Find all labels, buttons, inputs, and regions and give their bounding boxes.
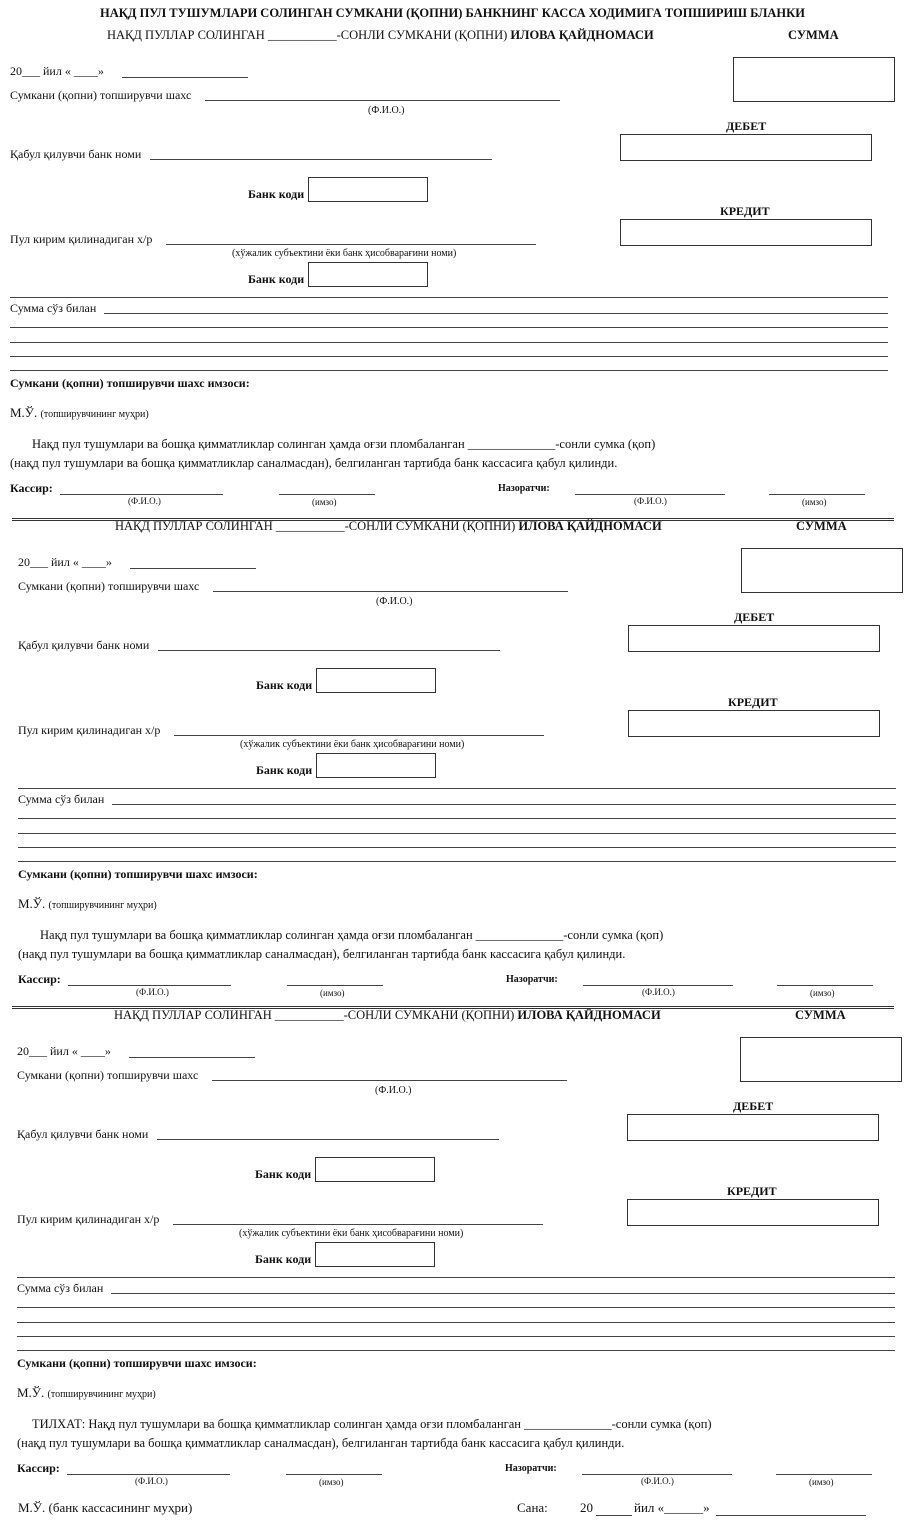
receipt-line-1: Нақд пул тушумлари ва бошқа қимматликлар солинган ҳамда оғзи пломбаланган ______________-сонли сумка (қоп): [40, 928, 664, 942]
credit-label: КРЕДИТ: [728, 695, 778, 709]
receipt-line-2: (нақд пул тушумлари ва бошқа қимматликлар саналмасдан), белгиланган тартибда банк кассасига қабул қилинди.: [10, 456, 618, 470]
bank-code-label: Банк коди: [255, 1167, 312, 1181]
cashier-fio-caption: (Ф.И.О.): [128, 496, 161, 506]
handover-label: Сумкани (қопни) топширувчи шахс: [18, 579, 200, 593]
fio-caption: (Ф.И.О.): [368, 105, 405, 116]
fio-caption: (Ф.И.О.): [375, 1085, 412, 1096]
account-label: Пул кирим қилинадиган х/р: [17, 1212, 160, 1226]
fio-caption: (Ф.И.О.): [376, 596, 413, 607]
handover-name-line[interactable]: [205, 100, 560, 101]
handover-label: Сумкани (қопни) топширувчи шахс: [17, 1068, 199, 1082]
controller-name-line[interactable]: [582, 1474, 732, 1475]
debit-label: ДЕБЕТ: [734, 610, 775, 624]
controller-fio-caption: (Ф.И.О.): [642, 987, 675, 997]
cashier-label: Кассир: [10, 481, 49, 495]
sum-words-label: Сумма сўз билан: [10, 301, 97, 315]
date-line: 20___ йил « ____»: [18, 555, 112, 569]
sum-words-line-0[interactable]: [18, 788, 896, 789]
sum-words-line-3[interactable]: [10, 342, 888, 343]
section-subtitle: НАҚД ПУЛЛАР СОЛИНГАН ___________-СОНЛИ СУМКАНИ (ҚОПНИ): [107, 28, 508, 42]
cashier-name-line[interactable]: [67, 1474, 230, 1475]
receipt-prefix: ТИЛХАТ:: [32, 1417, 86, 1431]
debit-box[interactable]: [620, 134, 872, 161]
bank-code-box-2[interactable]: [308, 262, 428, 287]
section-subtitle: НАҚД ПУЛЛАР СОЛИНГАН ___________-СОНЛИ СУМКАНИ (ҚОПНИ): [114, 1008, 515, 1022]
controller-label: Назоратчи: [498, 483, 547, 494]
signature-label: Сумкани (қопни) топширувчи шахс имзоси:: [18, 867, 258, 881]
controller-signature-caption: (имзо): [810, 988, 835, 998]
sum-words-line-3[interactable]: [18, 833, 896, 834]
cashier-label: Кассир: [18, 972, 57, 986]
sum-words-line-2[interactable]: [17, 1307, 895, 1308]
cashier-fio-caption: (Ф.И.О.): [136, 987, 169, 997]
summa-label: СУММА: [788, 28, 839, 42]
bank-code-label: Банк коди: [248, 187, 305, 201]
summa-label: СУММА: [795, 1008, 846, 1022]
receiving-bank-label: Қабул қилувчи банк номи: [10, 147, 142, 161]
sum-words-line-5[interactable]: [17, 1350, 895, 1351]
date-fill-line[interactable]: [130, 568, 256, 569]
account-caption: (хўжалик субъектини ёки банк ҳисобварағини номи): [232, 248, 457, 259]
date-line: 20___ йил « ____»: [17, 1044, 111, 1058]
bank-code-box[interactable]: [308, 177, 428, 202]
section-subtitle-suffix: ИЛОВА ҚАЙДНОМАСИ: [517, 1008, 661, 1022]
sum-words-label: Сумма сўз билан: [18, 792, 105, 806]
account-line[interactable]: [174, 735, 544, 736]
section-subtitle-suffix: ИЛОВА ҚАЙДНОМАСИ: [518, 519, 662, 533]
handover-label: Сумкани (қопни) топширувчи шахс: [10, 88, 192, 102]
cashier-fio-caption: (Ф.И.О.): [135, 1476, 168, 1486]
controller-label: Назоратчи: [506, 974, 555, 985]
account-caption: (хўжалик субъектини ёки банк ҳисобварағини номи): [239, 1228, 464, 1239]
receipt-line-1: Нақд пул тушумлари ва бошқа қимматликлар солинган ҳамда оғзи пломбаланган ______________-сонли сумка (қоп): [88, 1417, 712, 1431]
form-section: НАҚД ПУЛЛАР СОЛИНГАН ___________-СОНЛИ СУМКАНИ (ҚОПНИ) ИЛОВА ҚАЙДНОМАСИ СУММА 20___ йил « ____» Сумкани (қопни) топширувчи шахс (Ф.И.О.) ДЕБЕТ Қабул қилувчи банк номи Банк коди КРЕДИТ Пул кирим қилинадиган х/р (хўжалик субъектини ёки банк ҳисобварағини номи) Банк коди Сумма сўз билан Сумкани (қопни) топширувчи шахс имзоси: М.Ў. (топширувчининг муҳри) Нақд пул тушумлари ва бошқа қимматликлар солинган ҳамда оғзи пломбаланган ______________-сонли сумка (қоп) (нақд пул тушумлари ва бошқа қимматликлар саналмасдан), белгиланган тартибда банк кассасига қабул қилинди. Кассир: (Ф.И.О.) (имзо) Назоратчи: (Ф.И.О.) (имзо): [0, 0, 905, 490]
sum-words-line-1[interactable]: [104, 313, 888, 314]
section-subtitle-suffix: ИЛОВА ҚАЙДНОМАСИ: [510, 28, 654, 42]
stamp-caption: (топширувчининг муҳри): [40, 409, 149, 420]
form-section: НАҚД ПУЛЛАР СОЛИНГАН ___________-СОНЛИ СУМКАНИ (ҚОПНИ) ИЛОВА ҚАЙДНОМАСИ СУММА 20___ йил « ____» Сумкани (қопни) топширувчи шахс (Ф.И.О.) ДЕБЕТ Қабул қилувчи банк номи Банк коди КРЕДИТ Пул кирим қилинадиган х/р (хўжалик субъектини ёки банк ҳисобварағини номи) Банк коди Сумма сўз билан Сумкани (қопни) топширувчи шахс имзоси: М.Ў. (топширувчининг муҳри) ТИЛХАТ: Нақд пул тушумлари ва бошқа қимматликлар солинган ҳамда оғзи пломбаланган ______________-сонли сумка (қоп) (нақд пул тушумлари ва бошқа қимматликлар саналмасдан), белгиланган тартибда банк кассасига қабул қилинди. Кассир: (Ф.И.О.) (имзо) Назоратчи: (Ф.И.О.) (имзо): [7, 980, 905, 1470]
section-subtitle: НАҚД ПУЛЛАР СОЛИНГАН ___________-СОНЛИ СУМКАНИ (ҚОПНИ): [115, 519, 516, 533]
cashier-label: Кассир: [17, 1461, 56, 1475]
sum-words-line-2[interactable]: [18, 818, 896, 819]
account-line[interactable]: [173, 1224, 543, 1225]
receipt-line-1: Нақд пул тушумлари ва бошқа қимматликлар солинган ҳамда оғзи пломбаланган ______________-сонли сумка (қоп): [32, 437, 656, 451]
date-fill-line[interactable]: [129, 1057, 255, 1058]
receiving-bank-line[interactable]: [157, 1139, 499, 1140]
stamp-caption: (топширувчининг муҳри): [48, 900, 157, 911]
bank-stamp-label: М.Ў. (банк кассасининг муҳри): [18, 1500, 193, 1515]
account-line[interactable]: [166, 244, 536, 245]
handover-name-line[interactable]: [213, 591, 568, 592]
stamp-caption: (топширувчининг муҳри): [47, 1389, 156, 1400]
credit-box[interactable]: [620, 219, 872, 246]
debit-box[interactable]: [627, 1114, 879, 1141]
controller-label: Назоратчи: [505, 1463, 554, 1474]
credit-label: КРЕДИТ: [727, 1184, 777, 1198]
debit-label: ДЕБЕТ: [726, 119, 767, 133]
sum-words-line-4[interactable]: [18, 847, 896, 848]
handover-name-line[interactable]: [212, 1080, 567, 1081]
stamp-label: М.Ў.: [10, 405, 38, 420]
sum-words-line-3[interactable]: [17, 1322, 895, 1323]
sum-words-line-1[interactable]: [111, 1293, 895, 1294]
sum-words-line-4[interactable]: [10, 356, 888, 357]
controller-signature-line[interactable]: [776, 1474, 872, 1475]
sum-words-line-2[interactable]: [10, 327, 888, 328]
sum-words-line-5[interactable]: [18, 861, 896, 862]
sum-words-line-0[interactable]: [10, 297, 888, 298]
signature-label: Сумкани (қопни) топширувчи шахс имзоси:: [17, 1356, 257, 1370]
cashier-signature-line[interactable]: [286, 1474, 382, 1475]
stamp-label: М.Ў.: [17, 1385, 45, 1400]
controller-fio-caption: (Ф.И.О.): [641, 1476, 674, 1486]
receiving-bank-label: Қабул қилувчи банк номи: [17, 1127, 149, 1141]
receiving-bank-label: Қабул қилувчи банк номи: [18, 638, 150, 652]
cashier-signature-caption: (имзо): [312, 497, 337, 507]
bank-code-box[interactable]: [315, 1157, 435, 1182]
credit-box[interactable]: [628, 710, 880, 737]
cashier-signature-caption: (имзо): [320, 988, 345, 998]
debit-box[interactable]: [628, 625, 880, 652]
summa-box[interactable]: [740, 1037, 902, 1082]
bank-code-label-2: Банк коди: [248, 272, 305, 286]
stamp-label: М.Ў.: [18, 896, 46, 911]
date-suffix: йил «______»: [634, 1500, 710, 1515]
account-label: Пул кирим қилинадиган х/р: [18, 723, 161, 737]
controller-signature-caption: (имзо): [802, 497, 827, 507]
date-year: 20: [580, 1500, 593, 1515]
bank-code-box-2[interactable]: [316, 753, 436, 778]
date-month-line[interactable]: [716, 1515, 866, 1516]
receiving-bank-line[interactable]: [158, 650, 500, 651]
sum-words-line-5[interactable]: [10, 370, 888, 371]
sum-words-line-0[interactable]: [17, 1277, 895, 1278]
debit-label: ДЕБЕТ: [733, 1099, 774, 1113]
section-divider: [12, 1006, 894, 1009]
summa-box[interactable]: [733, 57, 895, 102]
credit-label: КРЕДИТ: [720, 204, 770, 218]
bank-code-box-2[interactable]: [315, 1242, 435, 1267]
controller-signature-caption: (имзо): [809, 1477, 834, 1487]
credit-box[interactable]: [627, 1199, 879, 1226]
cashier-signature-caption: (имзо): [319, 1477, 344, 1487]
date-line: 20___ йил « ____»: [10, 64, 104, 78]
account-label: Пул кирим қилинадиган х/р: [10, 232, 153, 246]
form-section: НАҚД ПУЛЛАР СОЛИНГАН ___________-СОНЛИ СУМКАНИ (ҚОПНИ) ИЛОВА ҚАЙДНОМАСИ СУММА 20___ йил « ____» Сумкани (қопни) топширувчи шахс (Ф.И.О.) ДЕБЕТ Қабул қилувчи банк номи Банк коди КРЕДИТ Пул кирим қилинадиган х/р (хўжалик субъектини ёки банк ҳисобварағини номи) Банк коди Сумма сўз билан Сумкани (қопни) топширувчи шахс имзоси: М.Ў. (топширувчининг муҳри) Нақд пул тушумлари ва бошқа қимматликлар солинган ҳамда оғзи пломбаланган ______________-сонли сумка (қоп) (нақд пул тушумлари ва бошқа қимматликлар саналмасдан), белгиланган тартибда банк кассасига қабул қилинди. Кассир: (Ф.И.О.) (имзо) Назоратчи: (Ф.И.О.) (имзо): [8, 491, 905, 981]
receipt-line-2: (нақд пул тушумлари ва бошқа қимматликлар саналмасдан), белгиланган тартибда банк кассасига қабул қилинди.: [17, 1436, 625, 1450]
sum-words-line-1[interactable]: [112, 804, 896, 805]
controller-fio-caption: (Ф.И.О.): [634, 496, 667, 506]
bank-code-label: Банк коди: [256, 678, 313, 692]
form-title: НАҚД ПУЛ ТУШУМЛАРИ СОЛИНГАН СУМКАНИ (ҚОПНИ) БАНКНИНГ КАССА ХОДИМИГА ТОПШИРИШ БЛАНКИ: [100, 6, 805, 20]
date-year-line[interactable]: [596, 1515, 632, 1516]
bank-code-label-2: Банк коди: [255, 1252, 312, 1266]
summa-box[interactable]: [741, 548, 903, 593]
summa-label: СУММА: [796, 519, 847, 533]
signature-label: Сумкани (қопни) топширувчи шахс имзоси:: [10, 376, 250, 390]
date-fill-line[interactable]: [122, 77, 248, 78]
sum-words-line-4[interactable]: [17, 1336, 895, 1337]
section-divider: [12, 518, 894, 521]
date-label: Сана:: [517, 1500, 548, 1515]
bank-code-box[interactable]: [316, 668, 436, 693]
receipt-line-2: (нақд пул тушумлари ва бошқа қимматликлар саналмасдан), белгиланган тартибда банк кассасига қабул қилинди.: [18, 947, 626, 961]
bank-code-label-2: Банк коди: [256, 763, 313, 777]
sum-words-label: Сумма сўз билан: [17, 1281, 104, 1295]
account-caption: (хўжалик субъектини ёки банк ҳисобварағини номи): [240, 739, 465, 750]
receiving-bank-line[interactable]: [150, 159, 492, 160]
